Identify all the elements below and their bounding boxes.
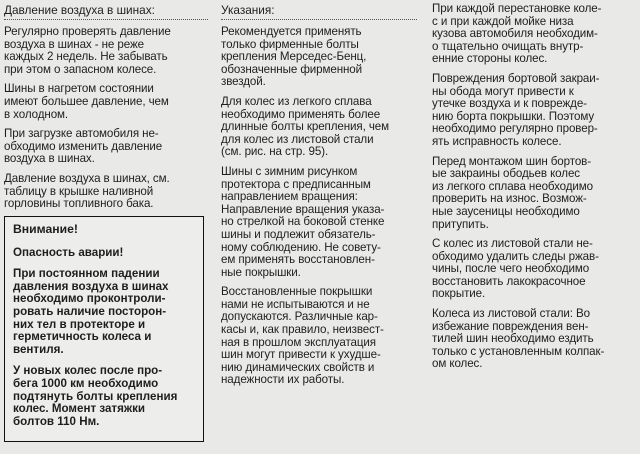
- paragraph-branded-bolts: Рекомендуется применять только фирменные болты крепления Мерседес-Бенц, обозначенные фирменной звездой.: [221, 25, 367, 89]
- paragraph-rim-damage: Повреждения бортовой закраи- ны обода могут привести к утечке воздуха и к поврежде- нию борта покрышки. Поэтому необходимо регулярно провер- ять исправность колесе.: [432, 71, 600, 148]
- section-heading-instructions: Указания:: [221, 0, 417, 20]
- section-heading-tire-pressure: Давление воздуха в шинах:: [4, 0, 208, 20]
- warning-paragraph-pressure-loss: При постоянном падении давления воздуха в шинах необходимо проконтроли- ровать наличие посторон- них тел в протекторе и герметичность колеса и вентиля.: [13, 267, 169, 356]
- paragraph-pressure-table: Давление воздуха в шинах, см. таблицу в крышке наливной горловины топливного бака.: [4, 171, 170, 211]
- paragraph-clean-wheels: При каждой перестановке коле- с и при каждой мойке низа кузова автомобиля необходим- о тщательно очищать внутр- енние стороны колес.: [432, 2, 602, 66]
- column-instructions: [221, 0, 417, 394]
- warning-box: [4, 216, 204, 442]
- column-tire-pressure: [4, 0, 208, 218]
- warning-subtitle: Опасность аварии!: [13, 245, 124, 259]
- warning-title: Внимание!: [13, 222, 78, 236]
- paragraph-alloy-inspection: Перед монтажом шин бортов- ые закраины ободьев колес из легкого сплава необходимо проверить на износ. Возмож- ные заусеницы необходимо притупить.: [432, 154, 594, 231]
- column-wheel-care: [432, 0, 637, 378]
- paragraph-loading: При загрузке автомобиля не- обходимо изменить давление воздуха в шинах.: [4, 127, 163, 166]
- paragraph-warm-tires: Шины в нагретом состоянии имеют большее давление, чем в холодном.: [4, 82, 169, 121]
- paragraph-winter-tires: Шины с зимним рисунком протектора с предписанным направлением вращения: Направление вращения указа- но стрелкой на боковой стенке шины и подлежит обязатель- ному соблюдению. Не совету- ем применять восстановлен- ные покрышки.: [221, 164, 385, 279]
- warning-paragraph-bolt-torque: У новых колес после про- бега 1000 км необходимо подтянуть болты крепления колес. Момент затяжки болтов 110 Нм.: [13, 364, 178, 428]
- paragraph-hub-caps: Колеса из листовой стали: Во избежание повреждения вен- тилей шин необходимо ездить только с установленным колпак- ом колес.: [432, 307, 605, 371]
- paragraph-rust-removal: С колес из листовой стали не- обходимо удалить следы ржав- чины, после чего необходимо восстановить лакокрасочное покрытие.: [432, 237, 599, 301]
- paragraph-retreaded-tires: Восстановленные покрышки нами не испытываются и не допускаются. Различные кар- касы и, как правило, неизвест- ная в прошлом эксплуатация шин могут привести к ухудше- нию динамических свойств и надежности их работы.: [221, 285, 384, 387]
- paragraph-alloy-bolts: Для колес из легкого сплава необходимо применять более длинные болты крепления, чем для колес из листовой стали (см. рис. на стр. 95).: [221, 94, 389, 159]
- paragraph-check-pressure: Регулярно проверять давление воздуха в шинах - не реже каждых 2 недель. Не забывать при этом о запасном колесе.: [4, 25, 171, 76]
